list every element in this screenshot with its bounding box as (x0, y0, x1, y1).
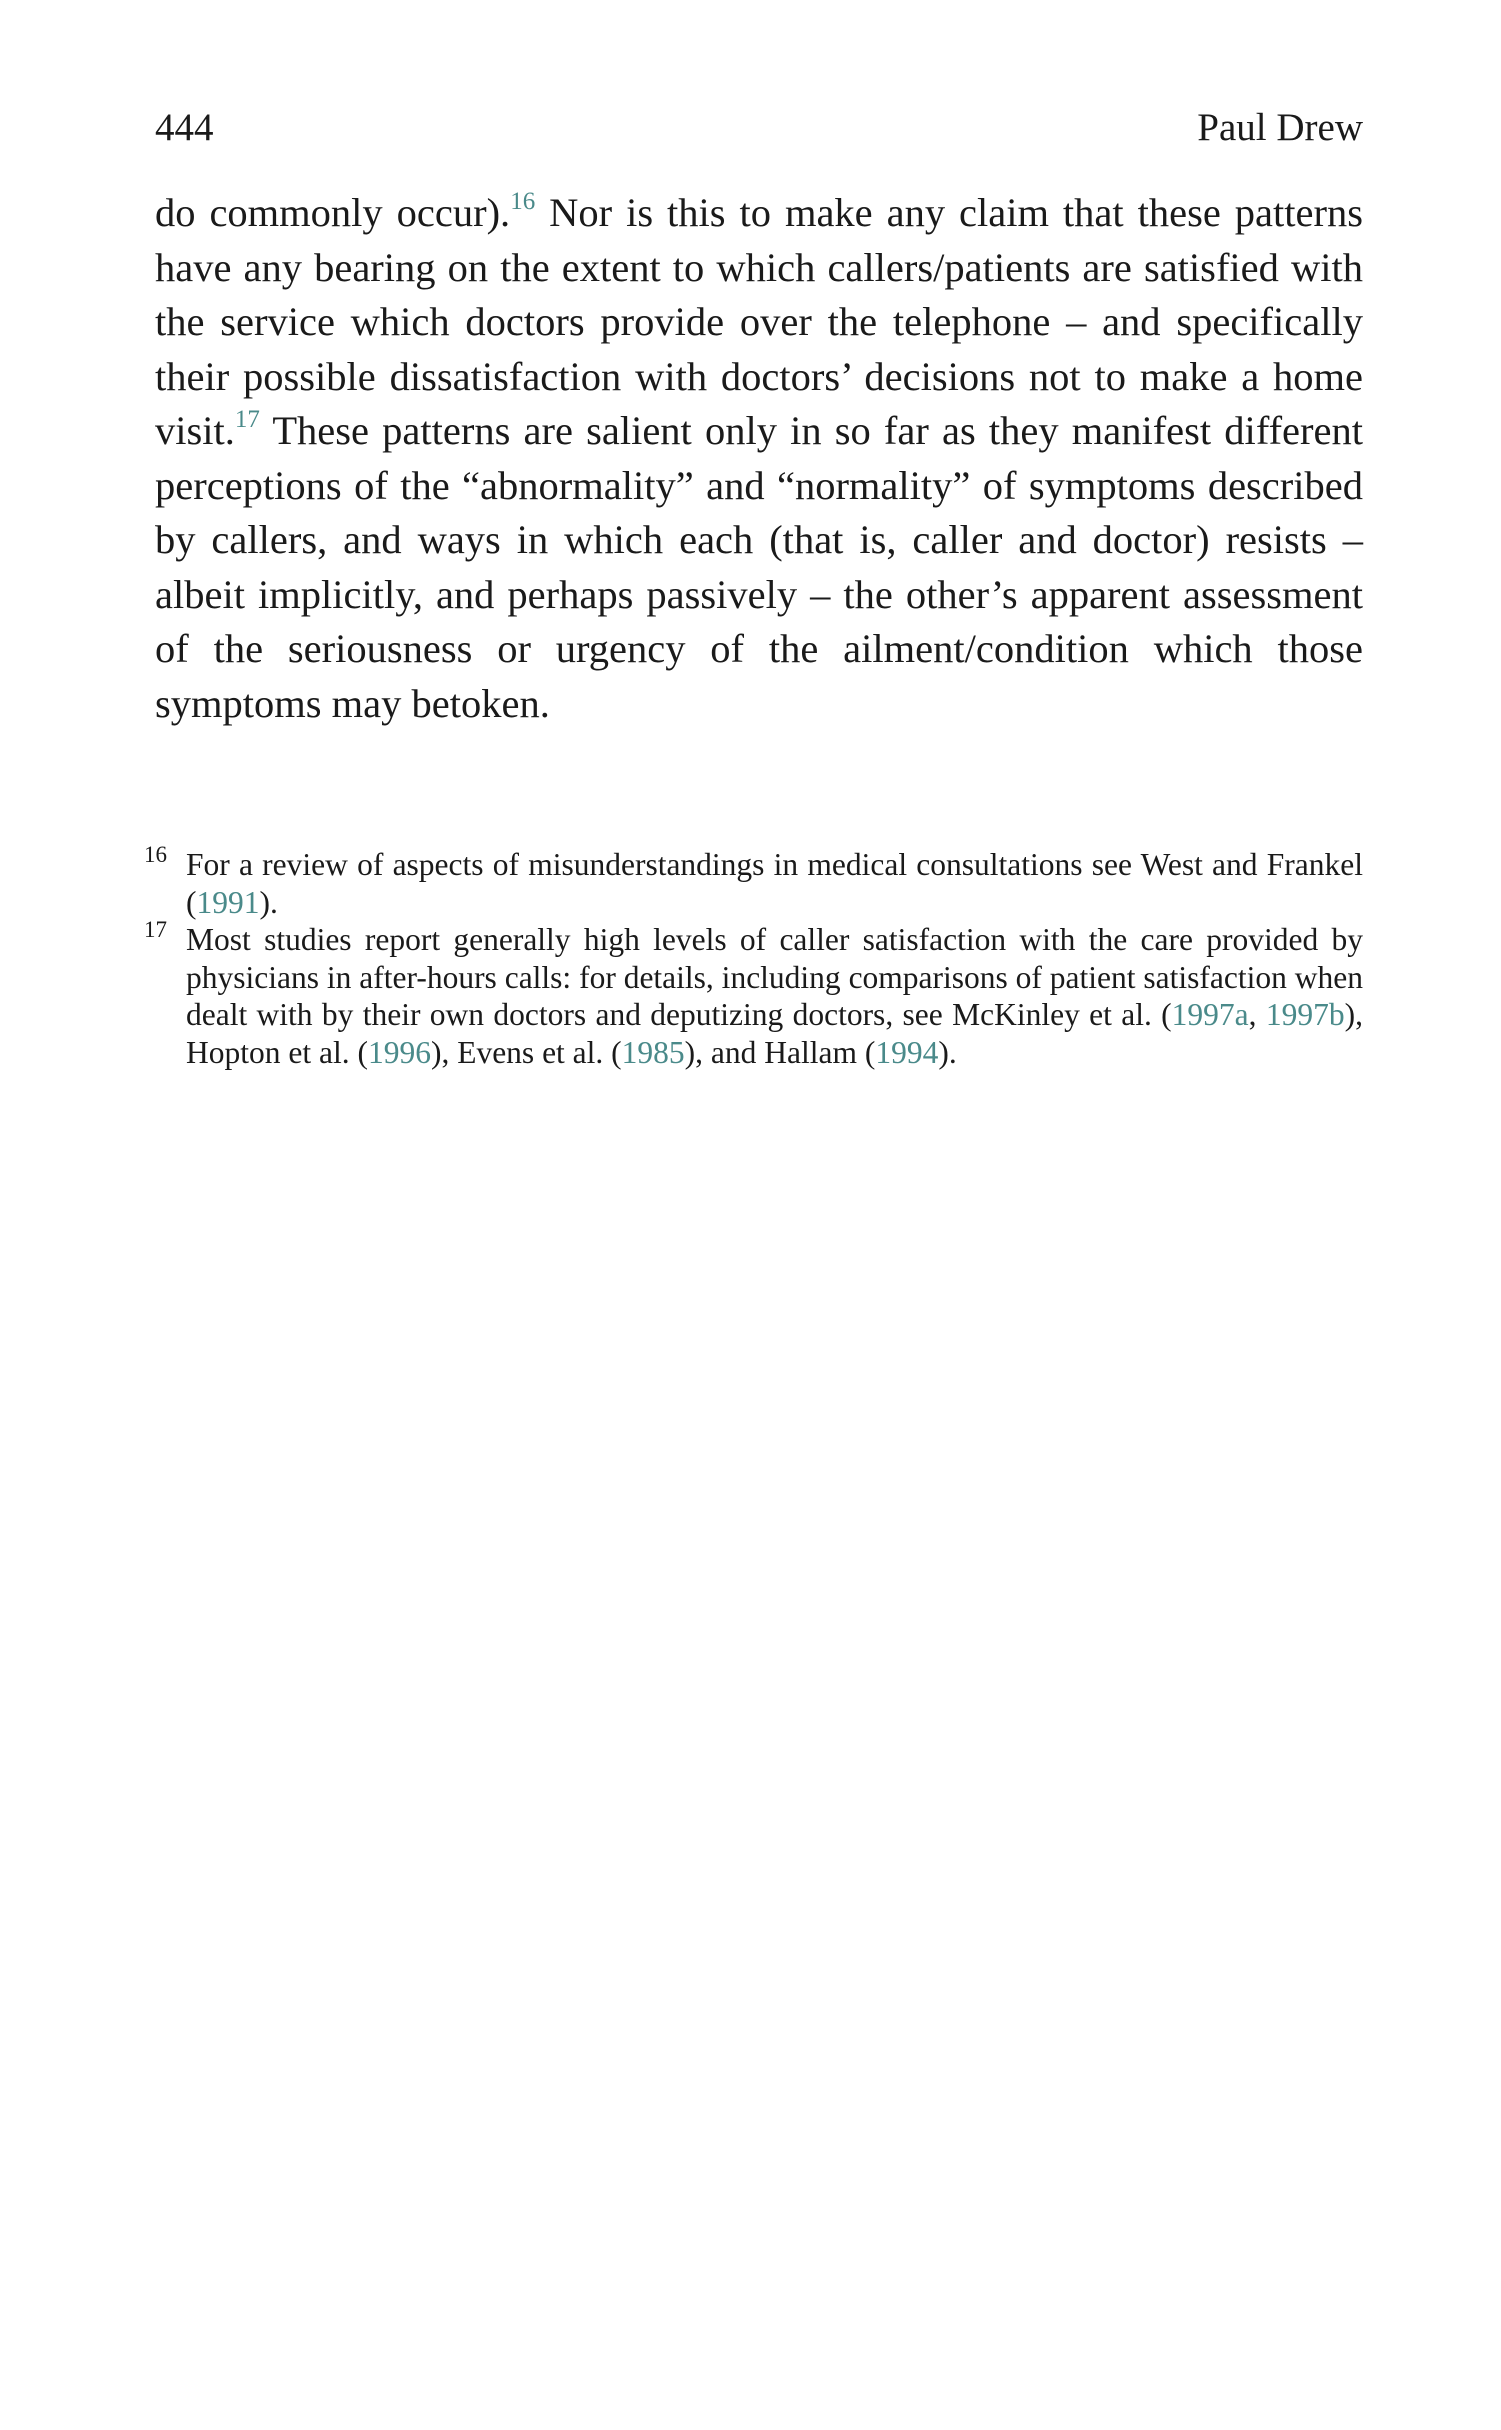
page-header (155, 100, 1363, 160)
footnote-17-sep-1: , (1248, 997, 1266, 1032)
citation-link-1994[interactable]: 1994 (875, 1034, 939, 1070)
footnote-17-text-e: ). (938, 1034, 957, 1070)
citation-link-1991[interactable]: 1991 (196, 884, 260, 920)
footnote-17-text-b: ), Hopton et al. ( (186, 997, 1363, 1070)
footnote-17-text-a: Most studies report generally high levels of caller satisfaction with the care provided by physicians in after-hours calls: for details, including comparisons of patient satisfaction when dealt with by their own doctors and deputizing doctors, see McKinley et al. ( (186, 922, 1363, 1032)
footnote-ref-17[interactable]: 17 (234, 405, 260, 433)
body-text-part-3: These patterns are salient only in so far as they manifest different perceptions of the “abnormality” and “normality” of symptoms described by callers, and ways in which each (that is, caller and doctor) resists – albeit implicitly, and perhaps passively – the other’s apparent assessment of the seriousness or urgency of the ailment/condition which those symptoms may betoken. (155, 408, 1363, 726)
footnote-mark-17: 17 (144, 917, 167, 942)
citation-link-1997b[interactable]: 1997b (1265, 997, 1345, 1032)
footnote-16 (144, 842, 1363, 921)
body-text-part-1: do commonly occur). (155, 190, 511, 235)
footnote-ref-16[interactable]: 16 (510, 187, 536, 215)
footnote-mark-16: 16 (144, 842, 167, 867)
footnotes (144, 842, 1363, 1071)
body-text-part-2: Nor is this to make any claim that these patterns have any bearing on the extent to which callers/patients are satisfied with the service which doctors provide over the telephone – and specifically their possible dissatisfaction with doctors’ decisions not to make a home visit. (155, 190, 1363, 453)
footnote-16-text-a: For a review of aspects of misunderstandings in medical consultations see West and Frankel ( (186, 847, 1363, 920)
citation-link-1997a[interactable]: 1997a (1171, 997, 1249, 1032)
body-paragraph (155, 186, 1363, 731)
citation-link-1996[interactable]: 1996 (367, 1034, 431, 1070)
footnote-17-text-d: ), and Hallam ( (684, 1034, 876, 1070)
running-head-author: Paul Drew (1197, 106, 1363, 149)
footnote-16-text-b: ). (259, 884, 278, 920)
page-number: 444 (155, 106, 214, 149)
citation-link-1985[interactable]: 1985 (621, 1034, 685, 1070)
footnote-17 (144, 917, 1363, 1071)
footnote-17-text-c: ), Evens et al. ( (430, 1034, 622, 1070)
